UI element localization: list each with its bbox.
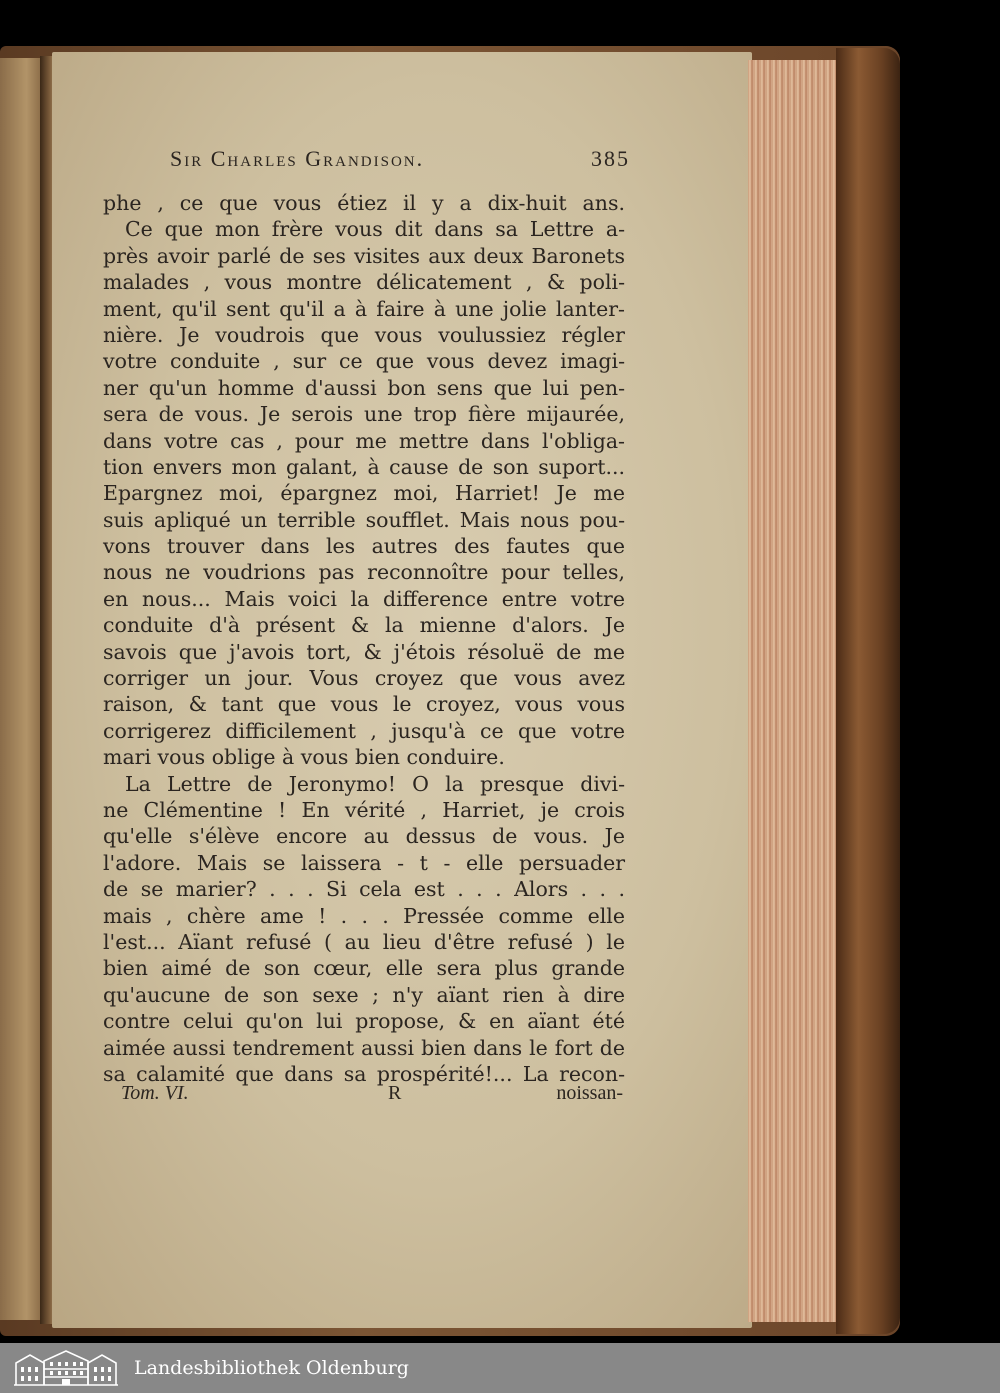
text-line: raison, & tant que vous le croyez, vous vous <box>103 692 625 717</box>
running-head <box>170 146 630 180</box>
text-line: qu'aucune de son sexe ; n'y aïant rien à dire <box>103 982 625 1007</box>
text-line: nière. Je voudrois que vous voulussiez régler <box>103 322 625 347</box>
book-spine <box>836 48 900 1334</box>
library-bar <box>0 1343 1000 1393</box>
text-line: nous ne voudrions pas reconnoître pour telles, <box>103 560 625 585</box>
library-building-icon <box>12 1349 120 1387</box>
text-line: votre conduite , sur ce que vous devez imagi- <box>103 349 625 374</box>
volume-signature: Tom. VI. <box>121 1082 189 1104</box>
text-line: vons trouver dans les autres des fautes que <box>103 534 625 559</box>
text-line: contre celui qu'on lui propose, & en aïant été <box>103 1009 625 1034</box>
text-line: corrigerez difficilement , jusqu'à ce que votre <box>103 718 625 743</box>
page-footer <box>103 1082 623 1110</box>
text-line: savois que j'avois tort, & j'étois résoluë de me <box>103 639 625 664</box>
running-head-title: Sir Charles Grandison. <box>170 146 425 171</box>
body-text <box>103 190 625 1087</box>
catchword: noissan- <box>556 1082 623 1104</box>
text-line: ner qu'un homme d'aussi bon sens que lui pen- <box>103 375 625 400</box>
text-line: mari vous oblige à vous bien conduire. <box>103 745 505 770</box>
text-line: malades , vous montre délicatement , & poli- <box>103 270 625 295</box>
signature-mark: R <box>388 1082 402 1104</box>
text-line: qu'elle s'élève encore au dessus de vous. Je <box>103 824 625 849</box>
text-line: dans votre cas , pour me mettre dans l'obliga- <box>103 428 625 453</box>
text-line: La Lettre de Jeronymo! O la presque divi- <box>125 771 625 796</box>
text-line: ne Clémentine ! En vérité , Harriet, je crois <box>103 797 625 822</box>
text-line: mais , chère ame ! . . . Pressée comme elle <box>103 903 625 928</box>
text-line: l'adore. Mais se laissera - t - elle persuader <box>103 850 625 875</box>
text-line: tion envers mon galant, à cause de son suport... <box>103 454 625 479</box>
text-line: phe , ce que vous étiez il y a dix-huit ans. <box>103 191 625 215</box>
text-line: l'est... Aïant refusé ( au lieu d'être refusé ) le <box>103 929 625 954</box>
text-line: conduite d'à présent & la mienne d'alors. Je <box>103 613 625 638</box>
text-line: en nous... Mais voici la difference entre votre <box>103 586 625 611</box>
text-line: de se marier? . . . Si cela est . . . Alors . . . <box>103 877 625 902</box>
page-edges <box>748 60 839 1322</box>
library-name: Landesbibliothek Oldenburg <box>134 1357 409 1379</box>
text-line: sa calamité que dans sa prospérité!... La recon- <box>103 1061 625 1086</box>
text-line: Ce que mon frère vous dit dans sa Lettre a- <box>125 217 625 242</box>
text-line: près avoir parlé de ses visites aux deux Baronets <box>103 243 625 268</box>
text-line: Epargnez moi, épargnez moi, Harriet! Je me <box>103 481 625 506</box>
text-line: bien aimé de son cœur, elle sera plus grande <box>103 956 625 981</box>
text-line: aimée aussi tendrement aussi bien dans le fort de <box>103 1035 625 1060</box>
text-line: sera de vous. Je serois une trop fière mijaurée, <box>103 402 625 427</box>
text-line: suis apliqué un terrible soufflet. Mais nous pou- <box>103 507 625 532</box>
text-line: ment, qu'il sent qu'il a à faire à une jolie lanter- <box>103 296 625 321</box>
page-number: 385 <box>591 146 630 171</box>
text-line: corriger un jour. Vous croyez que vous avez <box>103 666 625 691</box>
